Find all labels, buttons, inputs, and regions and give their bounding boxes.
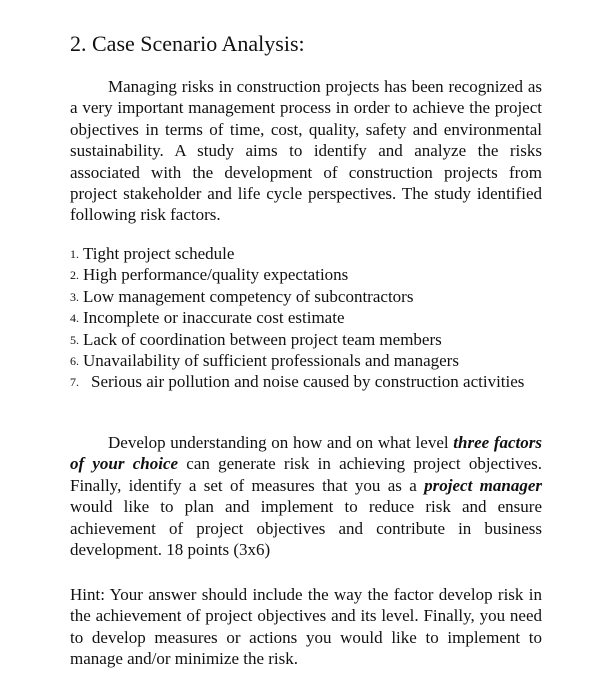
list-item-text: High performance/quality expectations: [83, 265, 349, 285]
list-item: [70, 329, 542, 350]
task-text: can generate risk in achieving project objectives. Finally, identify a set of measures that you as a: [70, 454, 542, 495]
task-text: Develop understanding on how and on what level: [108, 433, 454, 452]
hint-paragraph: Hint: Your answer should include the way the factor develop risk in the achievement of project objectives and its level. Finally, you need to develop measures or actions you would like to implement to manage and/or minimize the risk.: [70, 585, 542, 669]
section-heading: 2. Case Scenario Analysis:: [70, 31, 305, 56]
list-number: 6.: [70, 354, 79, 369]
list-item-text: Lack of coordination between project team members: [83, 329, 442, 349]
intro-paragraph: Managing risks in construction projects has been recognized as a very important management process in order to achieve the project objectives in terms of time, cost, quality, safety and environmental sustainability. A study aims to identify and analyze the risks associated with the development of construction projects from project stakeholder and life cycle perspectives. The study identified following risk factors.: [70, 77, 542, 225]
list-number: 7.: [70, 375, 79, 390]
list-item-text: Incomplete or inaccurate cost estimate: [83, 308, 345, 328]
list-number: 2.: [70, 268, 79, 283]
list-item: [70, 371, 542, 392]
list-item: [70, 243, 542, 264]
list-item-text: Tight project schedule: [83, 244, 235, 263]
list-item-text: Unavailability of sufficient professionals and managers: [83, 351, 459, 371]
list-number: 1.: [70, 247, 79, 261]
list-item-text: Serious air pollution and noise caused by construction activities: [91, 372, 525, 392]
risk-factor-list: [70, 243, 542, 393]
list-item-text: Low management competency of subcontractors: [83, 286, 414, 306]
list-number: 4.: [70, 311, 79, 326]
list-item: [70, 350, 542, 371]
list-number: 3.: [70, 289, 79, 304]
task-paragraph: [70, 432, 542, 560]
task-emphasis-manager: project manager: [424, 475, 542, 495]
task-text: would like to plan and implement to reduce risk and ensure achievement of project objectives and contribute in business development. 18 points (3x6): [70, 497, 542, 560]
list-item: [70, 264, 542, 285]
task-emphasis-factors: three factors of your choice: [70, 433, 543, 474]
list-item: [70, 307, 542, 328]
list-number: 5.: [70, 332, 79, 347]
list-item: [70, 286, 542, 307]
